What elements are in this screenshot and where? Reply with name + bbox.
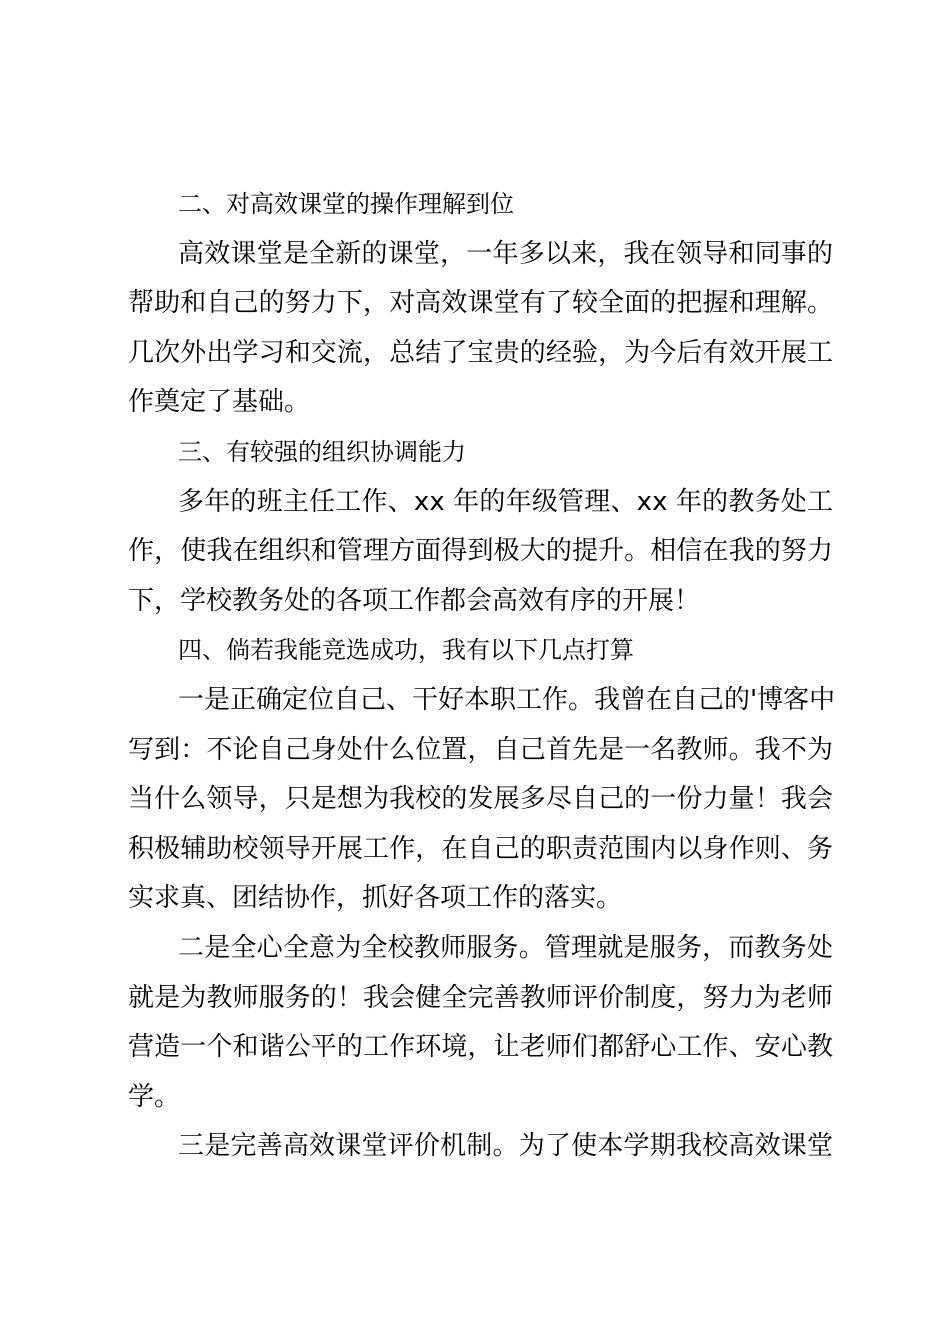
paragraph-line: 当什么领导，只是想为我校的发展多尽自己的一份力量！我会 (128, 784, 833, 815)
paragraph-line: 多年的班主任工作、xx 年的年级管理、xx 年的教务处工 (178, 486, 833, 517)
section-heading-4: 四、倘若我能竞选成功，我有以下几点打算 (178, 636, 634, 665)
paragraph-line: 就是为教师服务的！我会健全完善教师评价制度，努力为老师 (128, 982, 833, 1013)
paragraph-line: 一是正确定位自己、干好本职工作。我曾在自己的'博客中 (178, 684, 836, 715)
section-heading-2: 二、对高效课堂的操作理解到位 (178, 190, 514, 218)
paragraph-line: 帮助和自己的努力下，对高效课堂有了较全面的把握和理解。 (128, 288, 833, 319)
section-heading-3: 三、有较强的组织协调能力 (178, 437, 466, 466)
document-body (128, 180, 836, 1172)
paragraph-line: 高效课堂是全新的课堂，一年多以来，我在领导和同事的 (178, 238, 833, 269)
paragraph-line: 下，学校教务处的各项工作都会高效有序的开展！ (128, 585, 701, 616)
paragraph-line: 积极辅助校领导开展工作，在自己的职责范围内以身作则、务 (128, 833, 833, 864)
paragraph-line: 三是完善高效课堂评价机制。为了使本学期我校高效课堂 (178, 1131, 833, 1162)
paragraph-line: 营造一个和谐公平的工作环境，让老师们都舒心工作、安心教 (128, 1032, 833, 1063)
paragraph-line: 作，使我在组织和管理方面得到极大的提升。相信在我的努力 (128, 536, 833, 567)
paragraph-line: 作奠定了基础。 (128, 387, 311, 418)
paragraph-line: 实求真、团结协作，抓好各项工作的落实。 (128, 883, 623, 914)
paragraph-line: 几次外出学习和交流，总结了宝贵的经验，为今后有效开展工 (128, 337, 833, 368)
paragraph-line: 学。 (128, 1081, 181, 1112)
paragraph-line: 二是全心全意为全校教师服务。管理就是服务，而教务处 (178, 932, 833, 963)
paragraph-line: 写到：不论自己身处什么位置，自己首先是一名教师。我不为 (128, 734, 833, 765)
